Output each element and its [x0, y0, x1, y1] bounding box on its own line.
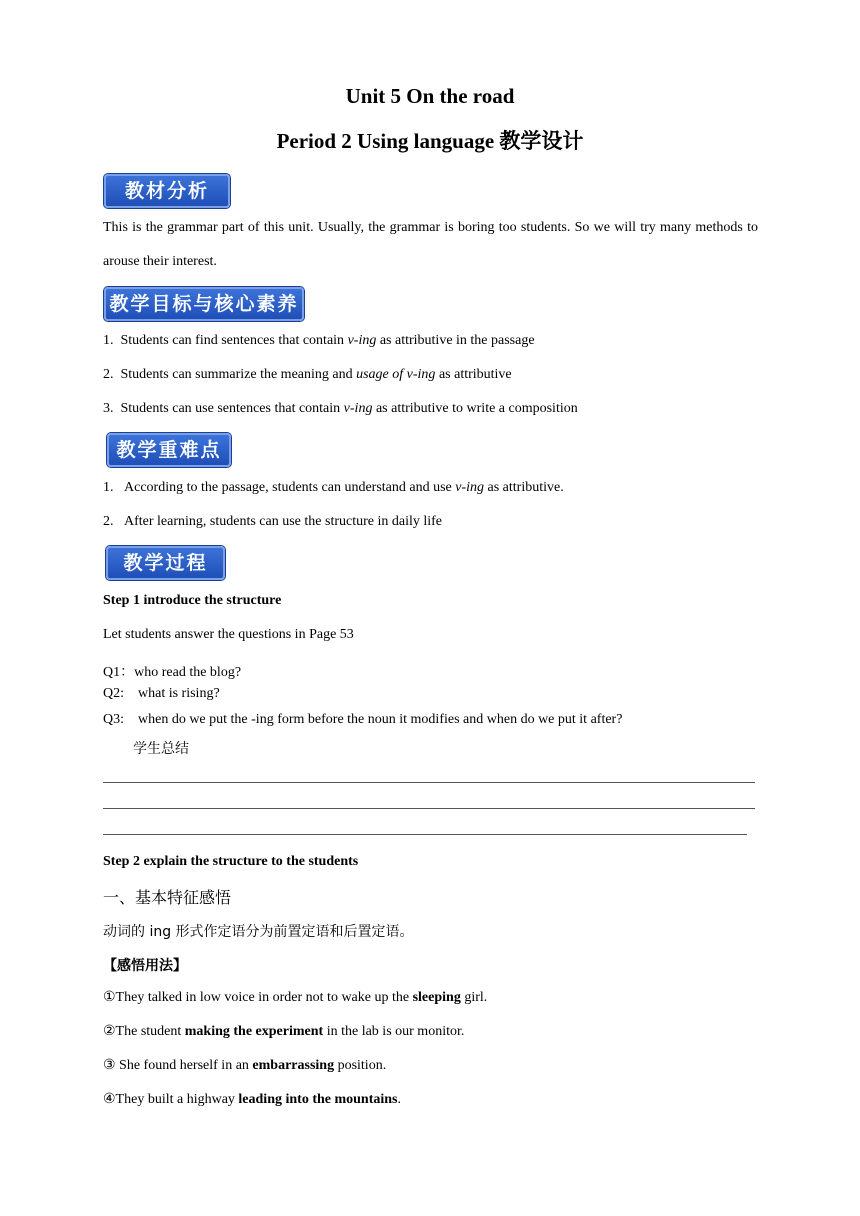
document-title: Unit 5 On the road — [345, 84, 515, 108]
step2-section-title: 一、基本特征感悟 — [103, 888, 232, 907]
example-sentence: ②The student making the experiment in the lab is our monitor. — [103, 1024, 465, 1039]
example-sentence: ④They built a highway leading into the mountains. — [103, 1092, 402, 1107]
goal-item: 1. Students can find sentences that contain v-ing as attributive in the passage — [103, 333, 535, 348]
section-badge-goals: 教学目标与核心素养 — [104, 287, 304, 321]
question-item: Q1：who read the blog? — [103, 665, 242, 680]
goal-item: 3. Students can use sentences that contain v-ing as attributive to write a composition — [103, 401, 578, 416]
answer-line — [103, 834, 747, 835]
key-point-item: 1. According to the passage, students can understand and use v-ing as attributive. — [103, 480, 564, 495]
question-item: Q3: when do we put the -ing form before the noun it modifies and when do we put it after? — [103, 712, 623, 727]
key-point-item: 2. After learning, students can use the structure in daily life — [103, 514, 443, 529]
answer-line — [103, 782, 755, 783]
student-summary-label: 学生总结 — [133, 741, 189, 757]
step2-heading: Step 2 explain the structure to the students — [103, 854, 359, 869]
answer-line — [103, 808, 755, 809]
step1-heading: Step 1 introduce the structure — [103, 593, 282, 608]
example-sentence: ①They talked in low voice in order not to wake up the sleeping girl. — [103, 990, 488, 1005]
section-badge-analysis: 教材分析 — [104, 174, 230, 208]
section-badge-key-points: 教学重难点 — [107, 433, 231, 467]
section-badge-process: 教学过程 — [106, 546, 225, 580]
document-subtitle: Period 2 Using language 教学设计 — [276, 129, 584, 153]
question-item: Q2: what is rising? — [103, 686, 220, 701]
step2-description: 动词的 ing 形式作定语分为前置定语和后置定语。 — [103, 924, 414, 940]
example-sentence: ③ She found herself in an embarrassing position. — [103, 1058, 387, 1073]
step1-intro: Let students answer the questions in Page 53 — [103, 627, 354, 642]
goal-item: 2. Students can summarize the meaning and usage of v-ing as attributive — [103, 367, 512, 382]
analysis-paragraph: This is the grammar part of this unit. Usually, the grammar is boring too students. So we will try many methods to arouse their interest. — [103, 220, 758, 269]
usage-label: 【感悟用法】 — [103, 958, 187, 974]
